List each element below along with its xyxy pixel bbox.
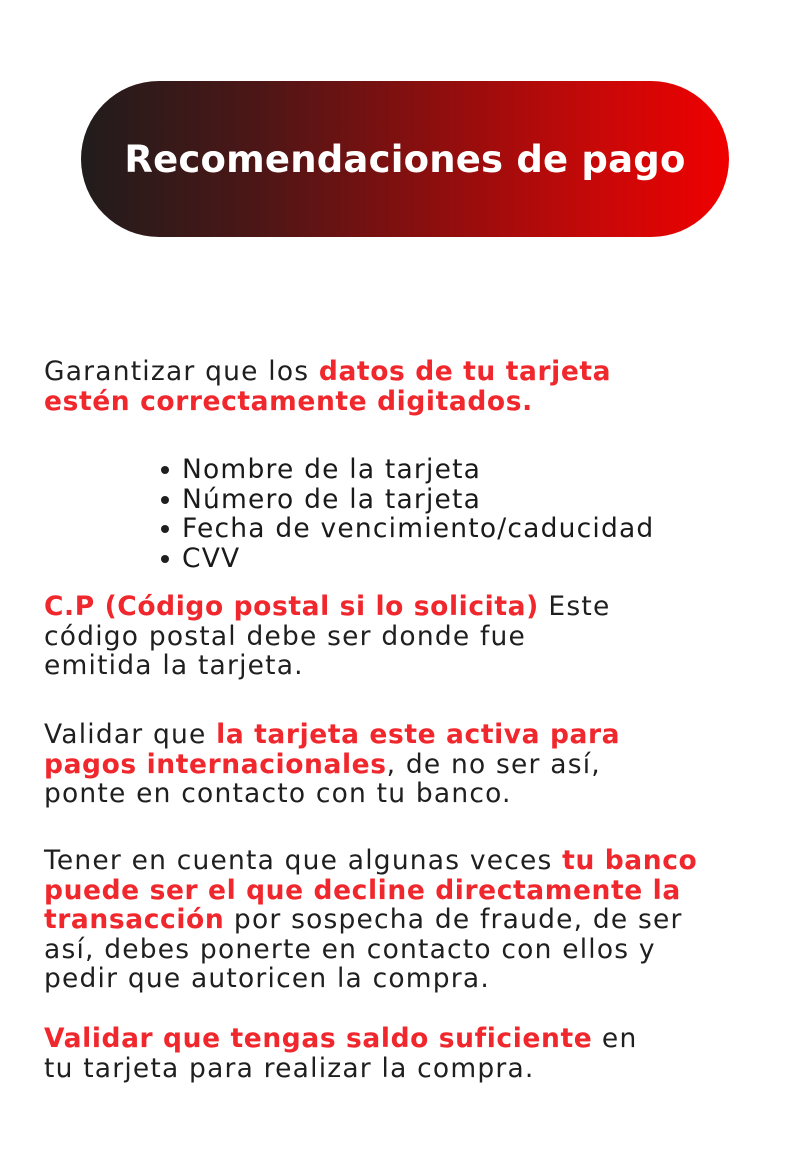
bank-line-4: así, debes ponerte en contacto con ellos y: [44, 933, 656, 965]
card-fields-list: [160, 455, 654, 573]
list-item: Número de la tarjeta: [160, 485, 654, 515]
intl-line-3: ponte en contacto con tu banco.: [44, 778, 512, 809]
international-payments-paragraph: [44, 720, 620, 809]
balance-highlight: Validar que tengas saldo suficiente: [44, 1023, 593, 1054]
page-title: Recomendaciones de pago: [124, 137, 686, 181]
bank-rest: por sospecha de fraude, de ser: [224, 904, 683, 935]
postal-code-paragraph: [44, 592, 610, 681]
card-data-highlight-2: estén correctamente digitados.: [44, 385, 533, 417]
intl-highlight-2: pagos internacionales: [44, 748, 387, 780]
bank-line-5: pedir que autoricen la compra.: [44, 963, 490, 994]
bank-highlight-2: puede ser el que decline directamente la: [44, 874, 681, 906]
balance-paragraph: [44, 1024, 637, 1083]
balance-rest: en: [592, 1023, 638, 1054]
card-data-paragraph: [44, 357, 611, 416]
list-item: Fecha de vencimiento/caducidad: [160, 514, 654, 544]
balance-line-2: tu tarjeta para realizar la compra.: [44, 1052, 535, 1084]
postal-code-line-2: código postal debe ser donde fue: [44, 620, 526, 652]
list-item: Nombre de la tarjeta: [160, 455, 654, 485]
intl-lead: Validar que: [44, 719, 217, 750]
bank-decline-paragraph: [44, 846, 697, 994]
postal-code-highlight: C.P (Código postal si lo solicita): [44, 591, 539, 622]
title-banner: [81, 81, 729, 237]
bank-lead: Tener en cuenta que algunas veces: [44, 845, 563, 876]
intl-highlight: la tarjeta este activa para: [216, 719, 621, 750]
bank-highlight-3: transacción: [44, 904, 225, 935]
intl-rest: , de no ser así,: [386, 748, 601, 780]
postal-code-line-3: emitida la tarjeta.: [44, 650, 304, 681]
card-data-lead: Garantizar que los: [44, 356, 319, 387]
card-data-highlight: datos de tu tarjeta: [318, 356, 612, 387]
postal-code-rest: Este: [538, 591, 611, 622]
list-item: CVV: [160, 544, 654, 574]
bank-highlight: tu banco: [562, 845, 698, 876]
